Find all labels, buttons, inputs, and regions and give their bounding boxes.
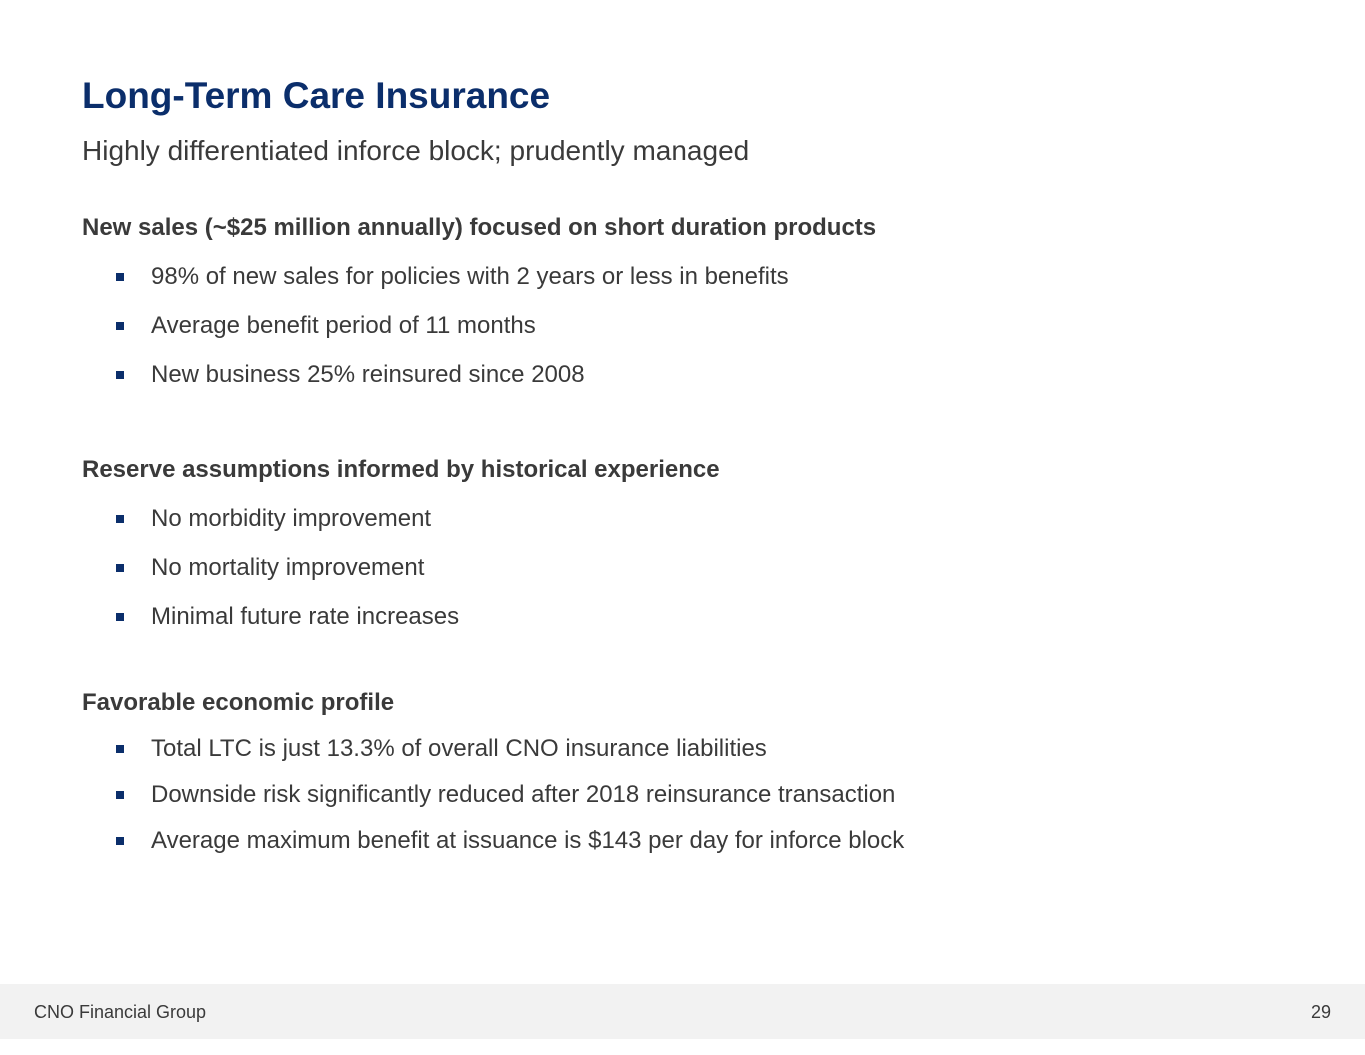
square-bullet-icon [116, 564, 124, 572]
list-item [82, 311, 1282, 341]
section-reserve-assumptions [82, 455, 1282, 632]
bullet-text: No mortality improvement [151, 554, 425, 581]
bullet-text: Minimal future rate increases [151, 603, 460, 630]
square-bullet-icon [116, 371, 124, 379]
square-bullet-icon [116, 613, 124, 621]
bullet-text: Average benefit period of 11 months [151, 312, 536, 339]
list-item [82, 262, 1282, 292]
bullet-list [82, 504, 1282, 632]
section-heading: Reserve assumptions informed by historical experience [82, 456, 720, 483]
list-item [82, 602, 1282, 632]
bullet-text: Total LTC is just 13.3% of overall CNO insurance liabilities [151, 735, 767, 762]
list-item [82, 504, 1282, 534]
list-item [82, 360, 1282, 390]
bullet-text: New business 25% reinsured since 2008 [151, 361, 585, 388]
square-bullet-icon [116, 837, 124, 845]
list-item [82, 553, 1282, 583]
square-bullet-icon [116, 322, 124, 330]
page-number: 29 [1310, 1002, 1331, 1022]
square-bullet-icon [116, 745, 124, 753]
section-heading: Favorable economic profile [82, 689, 395, 716]
section-new-sales [82, 213, 1282, 390]
list-item [82, 826, 1282, 856]
section-heading: New sales (~$25 million annually) focused on short duration products [82, 214, 877, 241]
list-item [82, 734, 1282, 764]
slide-title: Long-Term Care Insurance [82, 75, 551, 116]
list-item [82, 780, 1282, 810]
bullet-text: 98% of new sales for policies with 2 years or less in benefits [151, 263, 789, 290]
slide-subtitle: Highly differentiated inforce block; prudently managed [82, 135, 750, 166]
bullet-text: Average maximum benefit at issuance is $143 per day for inforce block [151, 827, 905, 854]
bullet-list [82, 734, 1282, 856]
bullet-text: Downside risk significantly reduced after 2018 reinsurance transaction [151, 781, 896, 808]
square-bullet-icon [116, 791, 124, 799]
bullet-list [82, 262, 1282, 390]
slide-footer [0, 984, 1365, 1039]
footer-company-name: CNO Financial Group [34, 1002, 207, 1022]
square-bullet-icon [116, 515, 124, 523]
section-economic-profile [82, 688, 1282, 856]
bullet-text: No morbidity improvement [151, 505, 432, 532]
square-bullet-icon [116, 273, 124, 281]
